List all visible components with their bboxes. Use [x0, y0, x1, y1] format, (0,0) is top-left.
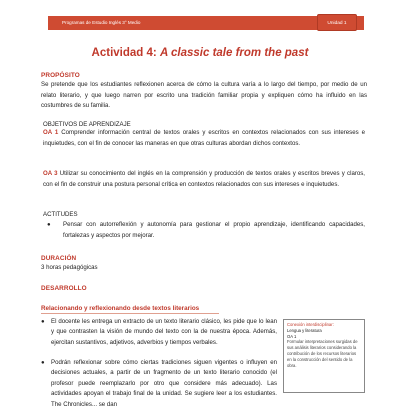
activity-bullet-2 — [41, 358, 277, 410]
activity-bullet-1-text: El docente les entrega un extracto de un texto literario clásico, les pide que lo lean y que contrasten la visión de mundo del texto con la de nuestra época. Además, ejercitan sustantivos, adjetivos, adverbios y tiempos verbales. — [51, 318, 277, 346]
title-italic: A classic tale from the past — [159, 47, 309, 59]
purpose-text: Se pretende que los estudiantes reflexionen acerca de cómo la cultura varía a lo largo del tiempo, por medio de un relato literario, y que luego narren por escrito una tradición familiar propia y expliquen cómo ha influido en las costumbres de su familia. — [41, 81, 367, 110]
title-prefix: Actividad 4: — [91, 47, 160, 59]
interdisciplinary-box — [283, 319, 365, 393]
oa3-code: OA 3 — [43, 170, 58, 177]
unit-tab: Unidad 1 — [317, 14, 357, 31]
development-subheading: Relacionando y reflexionando desde textos literarios — [41, 305, 200, 312]
sidebox-title: Conexión interdisciplinar: — [287, 322, 334, 327]
subheading-divider — [41, 313, 219, 314]
purpose-heading: PROPÓSITO — [41, 72, 80, 79]
bullet-dot-icon: ● — [41, 360, 45, 366]
duration-heading: DURACIÓN — [41, 255, 77, 262]
development-heading: DESARROLLO — [41, 285, 87, 292]
sidebox-subject: Lengua y literatura — [287, 327, 322, 333]
activity-bullet-1 — [41, 317, 277, 348]
oa1-text: Comprender información central de textos orales y escritos en contextos relacionados con sus intereses e inquietudes, con el fin de conocer las maneras en que otras culturas abordan dichos contextos. — [43, 129, 365, 147]
attitude-item — [47, 220, 365, 241]
sidebox-code: OA 1 — [287, 333, 297, 339]
duration-text: 3 horas pedagógicas — [41, 264, 98, 271]
objective-oa3 — [43, 169, 365, 190]
sidebox-text: Formular interpretaciones surgidas de sus análisis literarios considerando la contribución de los recursos literarios en la construcción del sentido de la obra. — [287, 339, 358, 368]
activity-bullet-2-text: Podrán reflexionar sobre cómo ciertas tradiciones siguen vigentes o influyen en decisiones actuales, a partir de un fragmento de un texto literario conocido (el profesor puede reemplazarlo por otro que considere más adecuado). Las actividades apoyan el trabajo final de la unidad. Se sugiere leer a los estudiantes. The Chronicles... se dan — [51, 359, 277, 408]
attitudes-heading: ACTITUDES — [43, 211, 78, 218]
attitude-text: Pensar con autorreflexión y autonomía para gestionar el propio aprendizaje, identificando capacidades, fortalezas y aspectos por mejorar. — [63, 221, 365, 239]
bullet-dot-icon: ● — [47, 222, 51, 228]
objectives-heading: OBJETIVOS DE APRENDIZAJE — [43, 121, 131, 128]
program-label: Programas de Estudio Inglés 3° Medio — [62, 20, 141, 25]
page-title — [0, 47, 400, 59]
oa1-code: OA 1 — [43, 129, 59, 136]
oa3-text: Utilizar su conocimiento del inglés en la comprensión y producción de textos orales y escritos breves y claros, con el fin de construir una postura personal crítica en contextos relacionados con sus intereses e inquietudes. — [43, 170, 366, 188]
bullet-dot-icon: ● — [41, 319, 45, 325]
objective-oa1 — [43, 128, 365, 149]
